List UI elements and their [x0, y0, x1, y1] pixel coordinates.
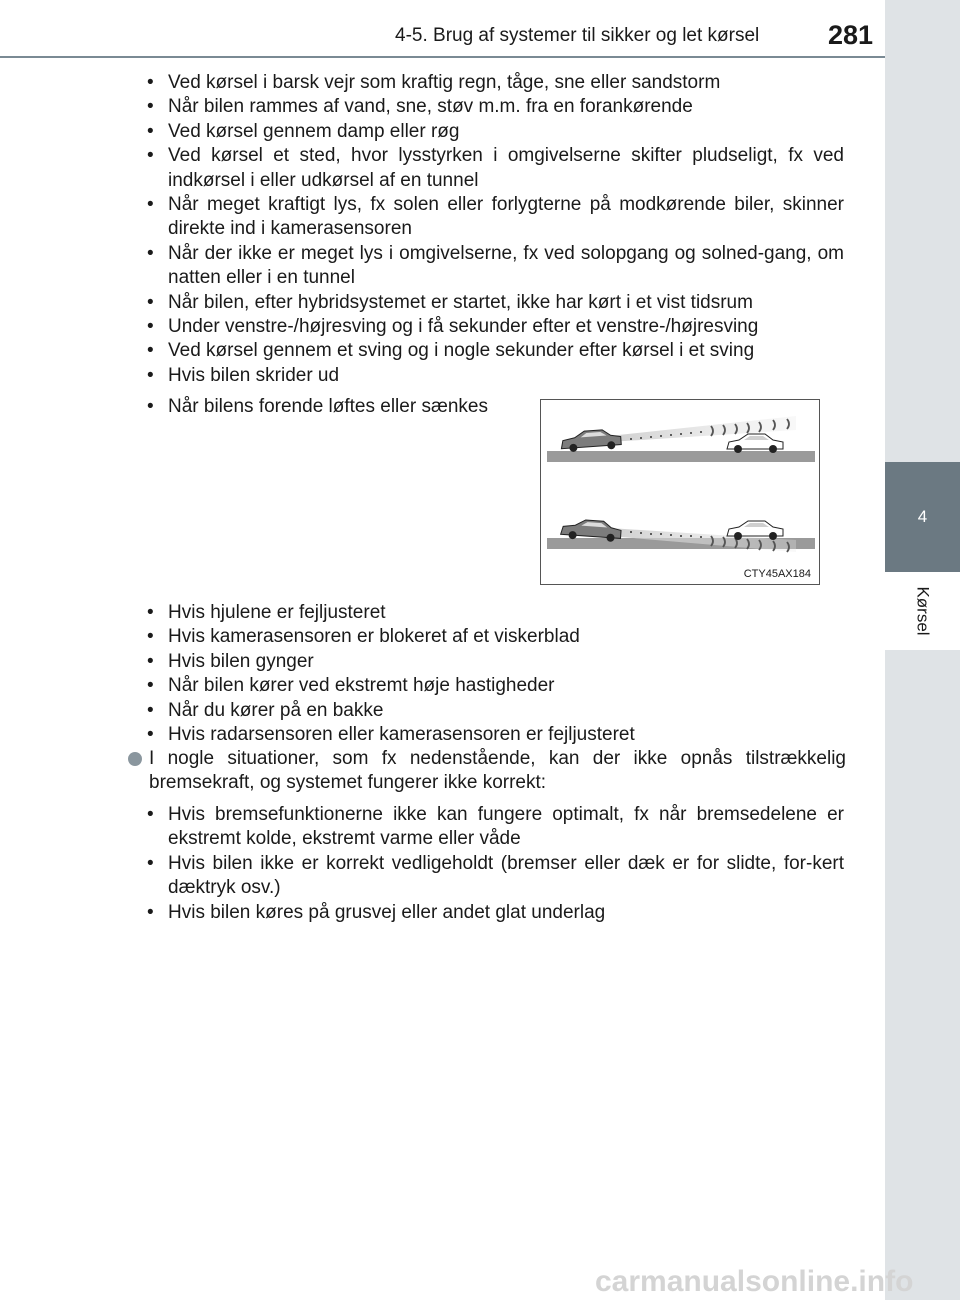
list-item: • Ved kørsel gennem et sving og i nogle sekunder efter kørsel i et sving — [147, 339, 844, 363]
chapter-label: Kørsel — [913, 586, 933, 636]
list-item: • Hvis bremsefunktionerne ikke kan fungere optimalt, fx når bremsedelene er ekstremt kolde, ekstremt varme eller våde — [147, 803, 844, 852]
list-item: • Hvis bilen ikke er korrekt vedligeholdt (bremser eller dæk er for slidte, for-kert dæktryk osv.) — [147, 852, 844, 901]
paragraph-bullet-icon — [128, 752, 142, 766]
chapter-number: 4 — [917, 507, 928, 526]
list-item: • Når bilen rammes af vand, sne, støv m.m. fra en forankørende — [147, 95, 844, 119]
chapter-tab[interactable] — [885, 462, 960, 572]
section-title: 4-5. Brug af systemer til sikker og let kørsel — [395, 25, 760, 46]
list-item: • Hvis radarsensoren eller kamerasensoren er fejljusteret — [147, 723, 844, 747]
list-item: • Under venstre-/højresving og i få sekunder efter et venstre-/højresving — [147, 315, 844, 339]
list-item: • Når der ikke er meget lys i omgivelserne, fx ved solopgang og solned-gang, om natten eller i en tunnel — [147, 242, 844, 291]
header-rule — [0, 56, 885, 58]
list-item: • Ved kørsel i barsk vejr som kraftig regn, tåge, sne eller sandstorm — [147, 71, 844, 95]
list-item: • Hvis hjulene er fejljusteret — [147, 601, 844, 625]
side-tab-bottom — [885, 650, 960, 1300]
figure-code: CTY45AX184 — [743, 568, 811, 580]
list-item: • Hvis bilen køres på grusvej eller andet glat underlag — [147, 901, 844, 925]
page-number: 281 — [828, 20, 874, 50]
condition-list-a — [147, 71, 844, 388]
braking-paragraph: I nogle situationer, som fx nedenstående, kan der ikke opnås tilstrækkelig bremsekraft, og systemet fungerer ikke korrekt: — [149, 748, 846, 794]
condition-list-d — [147, 803, 844, 925]
condition-list-c — [147, 601, 844, 747]
source-car-top — [560, 429, 621, 453]
road-top — [547, 451, 815, 462]
target-car-top — [727, 434, 783, 453]
target-car-bottom — [727, 521, 783, 540]
radar-figure — [540, 399, 820, 585]
list-item: • Ved kørsel gennem damp eller røg — [147, 120, 844, 144]
side-tab-top — [885, 0, 960, 462]
chapter-label-box — [885, 572, 960, 650]
list-item: • Når meget kraftigt lys, fx solen eller forlygterne på modkørende biler, skinner direkte ind i kamerasensoren — [147, 193, 844, 242]
list-item: • Hvis bilen gynger — [147, 650, 844, 674]
list-item: • Ved kørsel et sted, hvor lysstyrken i omgivelserne skifter pludseligt, fx ved indkørsel i eller udkørsel af en tunnel — [147, 144, 844, 193]
list-item: • Når bilen kører ved ekstremt høje hastigheder — [147, 674, 844, 698]
list-item: • Når du kører på en bakke — [147, 699, 844, 723]
list-item: • Når bilen, efter hybridsystemet er startet, ikke har kørt i et vist tidsrum — [147, 291, 844, 315]
watermark: carmanualsonline.info — [595, 1265, 914, 1298]
list-item: • Hvis bilen skrider ud — [147, 364, 844, 388]
condition-list-b — [147, 395, 527, 419]
list-item: • Hvis kamerasensoren er blokeret af et viskerblad — [147, 625, 844, 649]
car-radar-illustration — [541, 400, 821, 586]
list-item: • Når bilens forende løftes eller sænkes — [147, 395, 527, 419]
